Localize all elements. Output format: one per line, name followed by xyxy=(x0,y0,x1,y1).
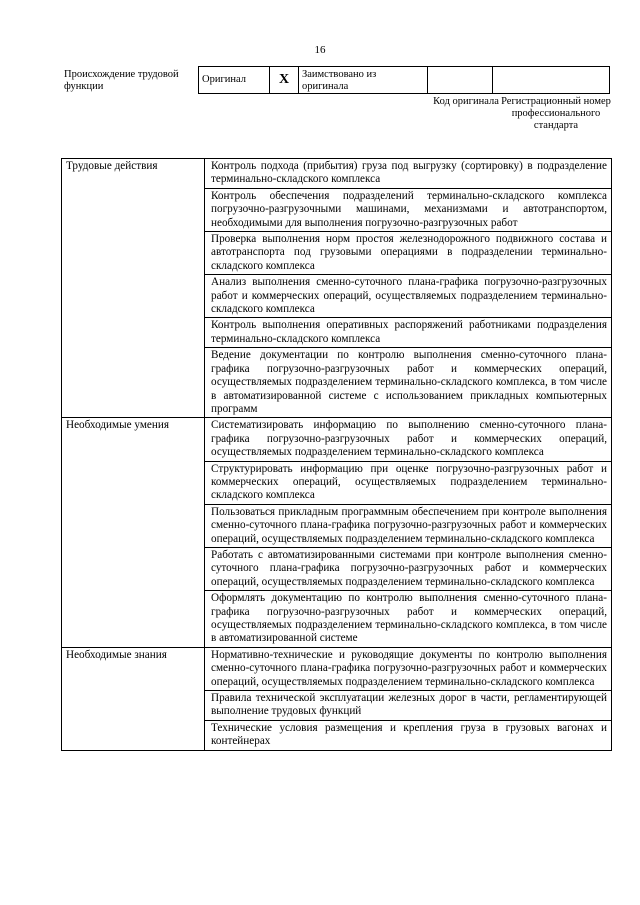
table-row: Оформлять документацию по контролю выполнения сменно-суточного плана-графика погрузочно-разгрузочных работ и коммерческих операций, осуществляемых подразделением терминально-складского комплекса, в том числе в автоматизированной системе xyxy=(205,591,612,648)
registration-number-cell xyxy=(493,67,610,94)
table-row: Систематизировать информацию по выполнению сменно-суточного плана-графика погрузочно-разгрузочных работ и коммерческих операций, осуществляемых подразделением терминально-складского комплекса xyxy=(205,418,612,461)
original-code-cell xyxy=(428,67,493,94)
borrowed-label: Заимствовано из оригинала xyxy=(299,67,428,94)
page-number: 16 xyxy=(314,44,326,56)
original-label: Оригинал xyxy=(199,67,270,94)
table-row: Контроль обеспечения подразделений терминально-складского комплекса погрузочно-разгрузочными машинами, механизмами и автотранспортом, необходимыми для выполнения погрузочно-разгрузочных работ xyxy=(205,188,612,231)
table-row: Проверка выполнения норм простоя железнодорожного подвижного состава и автотранспорта под грузовыми операциями в подразделении терминально-складского комплекса xyxy=(205,232,612,275)
table-row: Ведение документации по контролю выполнения сменно-суточного плана-графика погрузочно-разгрузочных работ и коммерческих операций, осуществляемых подразделением терминально-складского комплекса, в том числе в автоматизированной системе с использованием прикладных компьютерных программ xyxy=(205,348,612,418)
section-title-required-skills: Необходимые умения xyxy=(62,418,205,648)
section-title-labor-actions: Трудовые действия xyxy=(62,159,205,418)
original-mark: X xyxy=(270,67,299,94)
table-row: Правила технической эксплуатации железных дорог в части, регламентирующей выполнение трудовых функций xyxy=(205,691,612,721)
labor-function-table xyxy=(61,158,612,751)
code-caption: Код оригинала xyxy=(433,96,499,107)
origin-label: Происхождение трудовой функции xyxy=(64,69,179,92)
table-row: Контроль подхода (прибытия) груза под выгрузку (сортировку) в подразделение терминально-складского комплекса xyxy=(205,159,612,189)
table-row: Работать с автоматизированными системами при контроле выполнения сменно-суточного плана-графика погрузочно-разгрузочных работ и коммерческих операций, осуществляемых подразделением терминально-складского комплекса xyxy=(205,547,612,590)
table-row: Контроль выполнения оперативных распоряжений работниками подразделения терминально-складского комплекса xyxy=(205,318,612,348)
origin-table xyxy=(198,66,610,94)
table-row: Нормативно-технические и руководящие документы по контролю выполнения сменно-суточного плана-графика погрузочно-разгрузочных работ и коммерческих операций, осуществляемых подразделением терминально-складского комплекса xyxy=(205,647,612,690)
table-row: Анализ выполнения сменно-суточного плана-графика погрузочно-разгрузочных работ и коммерческих операций, осуществляемых подразделением терминально-складского комплекса xyxy=(205,275,612,318)
registration-caption: Регистрационный номер профессионального стандарта xyxy=(501,96,611,131)
table-row: Технические условия размещения и крепления груза в грузовых вагонах и контейнерах xyxy=(205,720,612,750)
section-title-required-knowledge: Необходимые знания xyxy=(62,647,205,750)
table-row: Пользоваться прикладным программным обеспечением при контроле выполнения сменно-суточного плана-графика погрузочно-разгрузочных работ и коммерческих операций, осуществляемых подразделением терминально-складского комплекса xyxy=(205,504,612,547)
table-row: Структурировать информацию при оценке погрузочно-разгрузочных работ и коммерческих операций, осуществляемых подразделением терминально-складского комплекса xyxy=(205,461,612,504)
